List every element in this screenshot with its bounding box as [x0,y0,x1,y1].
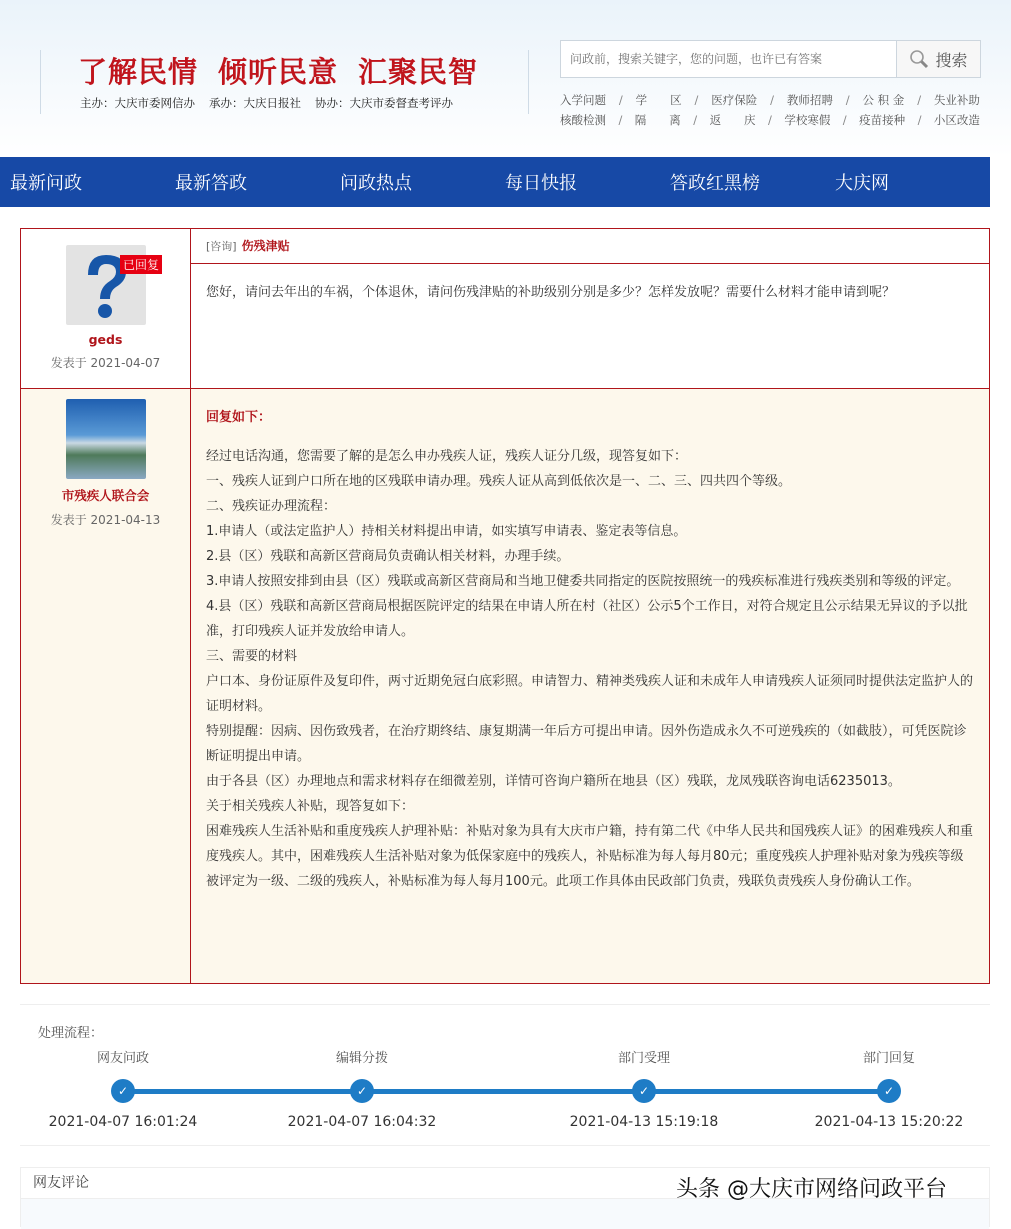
answer-paragraph: 困难残疾人生活补贴和重度残疾人护理补贴：补贴对象为具有大庆市户籍，持有第二代《中华人民共和国残疾人证》的困难残疾人和重度残疾人。其中，困难残疾人生活补贴对象为低保家庭中的残疾人，补贴标准为每人每月80元；重度残疾人护理补贴对象为残疾等级被评定为一级、二级的残疾人，补贴标准为每人每月100元。此项工作具体由民政部门负责，残联负责残疾人身份确认工作。 [206,824,974,889]
process-step [13,1047,233,1130]
step-time: 2021-04-13 15:19:18 [569,1114,719,1130]
nav-item[interactable]: 最新问政 [10,173,82,194]
separator: / [768,113,772,127]
process-step [534,1047,754,1130]
nav-item[interactable]: 每日快报 [505,173,577,194]
search-box [560,40,981,78]
hot-keyword-link[interactable]: 小区改造 [933,113,980,127]
sponsor-organizer: 承办：大庆日报社 [209,96,301,110]
progress-track [120,1089,890,1094]
answer-paragraph: 4.县（区）残联和高新区营商局根据医院评定的结果在申请人所在村（社区）公示5个工作日，对符合规定且公示结果无异议的予以批准，打印残疾人证并发放给申请人。 [206,599,968,639]
search-icon [909,49,929,69]
answer-paragraph: 3.申请人按照安排到由县（区）残联或高新区营商局和当地卫健委共同指定的医院按照统一的残疾标准进行残疾类别和等级的评定。 [206,574,960,589]
separator: / [694,93,699,107]
hot-row [560,110,980,130]
hot-keyword-link[interactable]: 隔 离 [634,113,681,127]
answer-paragraph: 2.县（区）残联和高新区营商局负责确认相关材料，办理手续。 [206,549,570,564]
slogan-3: 汇聚民智 [358,55,479,89]
slogan [78,50,498,91]
post-date: 发表于 2021-04-07 [50,356,161,370]
comments-title: 网友评论 [21,1168,989,1199]
answer-row [21,389,989,983]
process-label: 处理流程： [38,1026,104,1041]
answer-paragraph: 一、残疾人证到户口所在地的区残联申请办理。残疾人证从高到低依次是一、二、三、四共四个等级。 [206,474,792,489]
responder-info [21,389,191,983]
slogan-2: 倾听民意 [218,55,339,89]
question-text: 您好，请问去年出的车祸，个体退休，请问伤残津贴的补助级别分别是多少？怎样发放呢？需要什么材料才能申请到呢？ [206,285,896,300]
nav-item[interactable]: 大庆网 [835,173,889,194]
hot-keyword-link[interactable]: 入学问题 [560,93,606,107]
step-name: 部门回复 [862,1051,915,1066]
step-name: 编辑分拨 [335,1051,388,1066]
check-icon: ✓ [350,1079,374,1103]
answer-heading: 回复如下： [206,410,272,425]
hot-keywords [560,90,980,130]
answer-paragraph: 特别提醒：因病、因伤致残者，在治疗期终结、康复期满一年后方可提出申请。因外伤造成永久不可逆残疾的（如截肢），可凭医院诊断证明提出申请。 [206,724,967,764]
answer-paragraph: 1.申请人（或法定监护人）持相关材料提出申请，如实填写申请表、鉴定表等信息。 [206,524,687,539]
slogan-1: 了解民情 [78,55,199,89]
process-step [252,1047,472,1130]
nav-item[interactable]: 问政热点 [340,173,412,194]
answer-paragraph: 关于相关残疾人补贴，现答复如下： [206,799,415,814]
separator: / [917,93,922,107]
process-flow [20,1004,990,1146]
question-thread [20,228,990,984]
nav-item[interactable]: 答政红黑榜 [670,173,760,194]
check-icon: ✓ [632,1079,656,1103]
answer-body [191,389,989,983]
replied-badge: 已回复 [120,255,162,274]
step-name: 部门受理 [617,1051,670,1066]
hot-keyword-link[interactable]: 公 积 金 [862,93,905,107]
step-name: 网友问政 [96,1051,149,1066]
hot-keyword-link[interactable]: 核酸检测 [560,113,606,127]
sponsor-co: 协办：大庆市委督查考评办 [315,96,453,110]
separator: / [770,93,774,107]
search-button[interactable] [896,41,980,77]
responder-avatar [66,399,146,479]
step-time: 2021-04-07 16:01:24 [48,1114,198,1130]
step-time: 2021-04-07 16:04:32 [287,1114,437,1130]
hot-keyword-link[interactable]: 疫苗接种 [859,113,906,127]
answer-paragraph: 二、残疾证办理流程： [206,499,337,514]
separator: / [693,113,698,127]
search-label: 搜索 [935,50,968,70]
asker-info [21,229,191,388]
hot-row [560,90,980,110]
reply-date: 发表于 2021-04-13 [50,513,161,527]
comments-body [21,1199,989,1229]
check-icon: ✓ [877,1079,901,1103]
divider [40,50,41,114]
nav-item[interactable]: 最新答政 [175,173,247,194]
question-title: 伤残津贴 [241,239,290,253]
sponsor-host: 主办：大庆市委网信办 [80,96,195,110]
answer-paragraph: 经过电话沟通，您需要了解的是怎么申办残疾人证，残疾人证分几级，现答复如下： [206,449,688,464]
hot-keyword-link[interactable]: 失业补助 [933,93,980,107]
main-nav [0,157,990,207]
separator: / [917,113,922,127]
asker-name[interactable]: geds [88,332,123,347]
hot-keyword-link[interactable]: 学校寒假 [784,113,831,127]
answer-paragraph: 由于各县（区）办理地点和需求材料存在细微差别，详情可咨询户籍所在地县（区）残联，龙凤残联咨询电话6235013。 [206,774,901,789]
step-time: 2021-04-13 15:20:22 [814,1114,964,1130]
process-step [779,1047,999,1130]
question-title-bar [191,229,989,264]
search-input[interactable] [561,41,896,77]
responder-name[interactable]: 市残疾人联合会 [61,488,150,503]
answer-paragraph: 户口本、身份证原件及复印件，两寸近期免冠白底彩照。申请智力、精神类残疾人证和未成年人申请残疾人证须同时提供法定监护人的证明材料。 [206,674,974,714]
site-header [0,0,1011,157]
separator: / [618,113,623,127]
check-icon: ✓ [111,1079,135,1103]
separator: / [842,113,847,127]
hot-keyword-link[interactable]: 学 区 [635,93,682,107]
divider [528,50,529,114]
answer-paragraph: 三、需要的材料 [206,649,298,664]
separator: / [845,93,850,107]
hot-keyword-link[interactable]: 返 庆 [709,113,756,127]
watermark: 头条 @大庆市网络问政平台 [676,1177,947,1202]
hot-keyword-link[interactable]: 医疗保险 [711,93,758,107]
sponsors [80,95,467,111]
question-row [21,229,989,389]
hot-keyword-link[interactable]: 教师招聘 [786,93,833,107]
category-tag: [咨询] [206,240,237,253]
separator: / [618,93,623,107]
